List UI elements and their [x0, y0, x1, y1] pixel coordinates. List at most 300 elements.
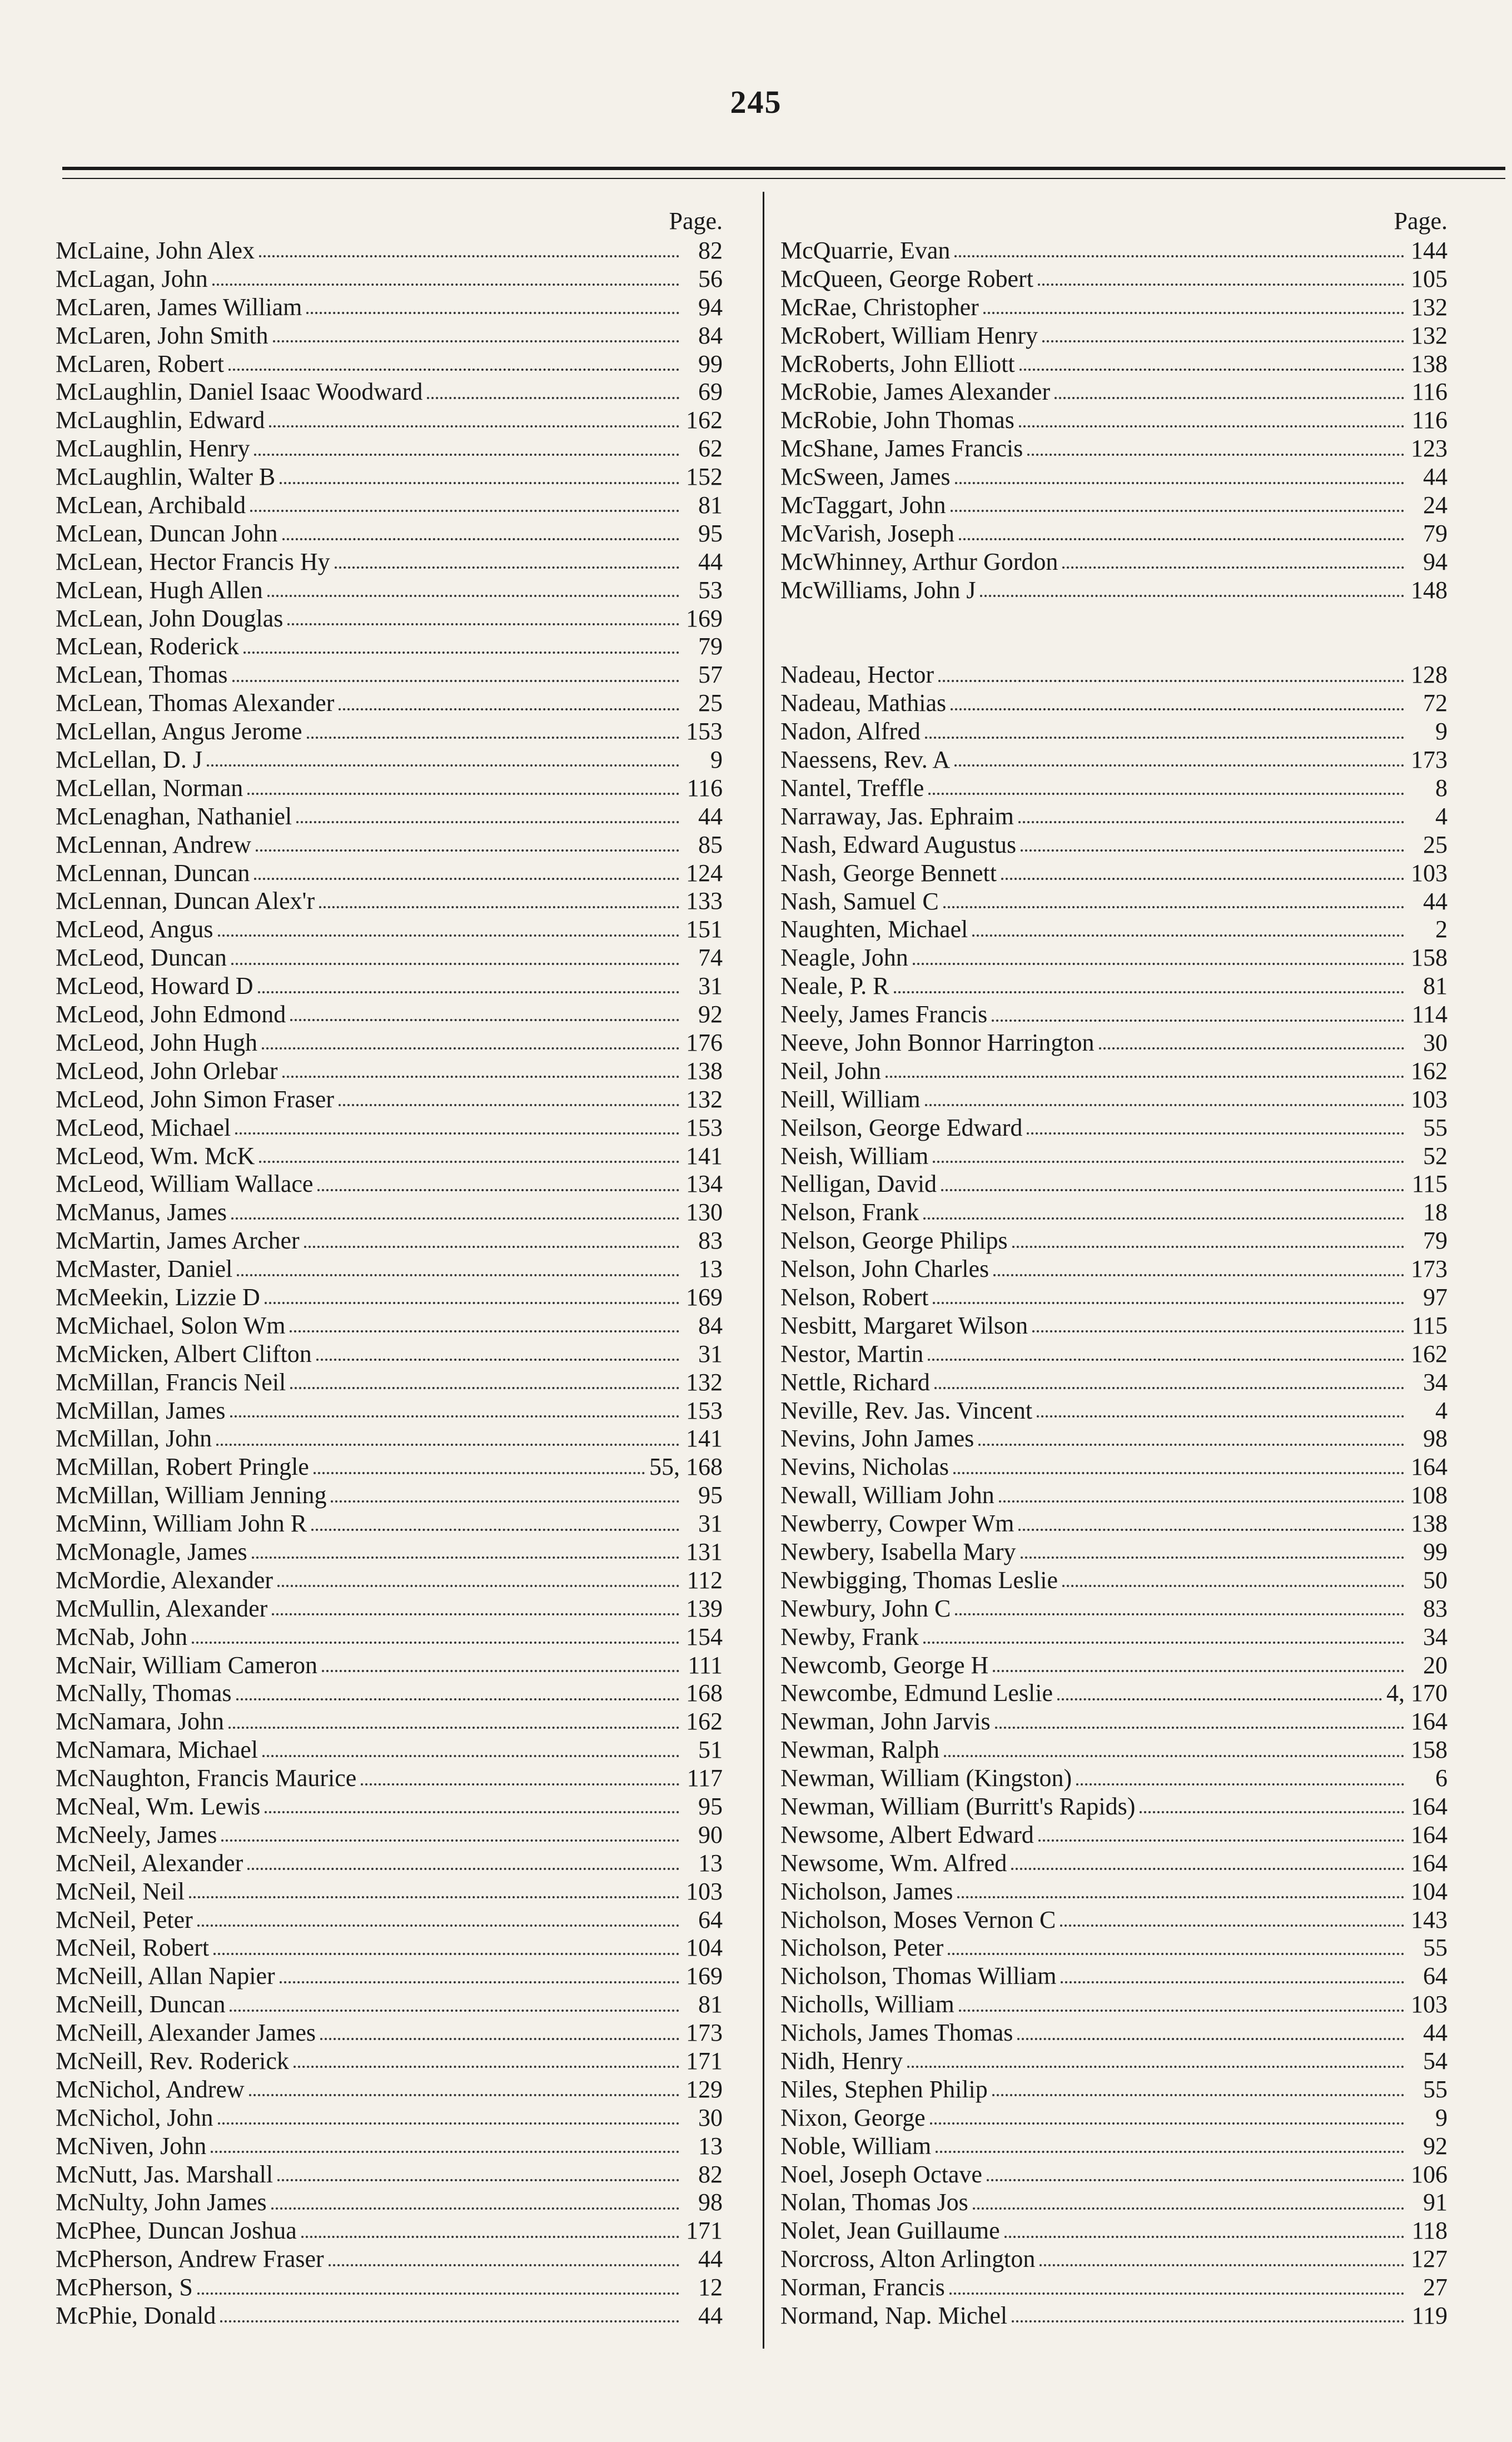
leader-dots — [235, 1132, 679, 1135]
index-entry — [780, 1538, 1448, 1566]
leader-dots — [1042, 340, 1404, 342]
entry-name: McLean, Hugh Allen — [56, 576, 263, 604]
entry-name: McPhie, Donald — [56, 2302, 216, 2330]
entry-name: McSween, James — [780, 463, 951, 491]
entry-page: 162 — [1411, 1057, 1448, 1085]
index-entry — [56, 1623, 723, 1652]
entry-page: 103 — [1411, 859, 1448, 887]
entry-name: McMillan, James — [56, 1396, 226, 1424]
leader-dots — [335, 566, 679, 569]
entry-name: McLean, John Douglas — [56, 604, 284, 632]
entry-name: Newman, Ralph — [780, 1736, 939, 1764]
leader-dots — [1001, 878, 1404, 880]
entry-page: 55 — [1423, 1934, 1448, 1962]
entry-page: 176 — [686, 1028, 723, 1056]
index-entry — [780, 1227, 1448, 1255]
entry-page: 116 — [687, 774, 723, 802]
index-entry — [780, 1425, 1448, 1453]
entry-page: 94 — [1423, 548, 1448, 575]
entry-page: 95 — [698, 1792, 723, 1820]
entry-page: 164 — [1411, 1708, 1448, 1735]
leader-dots — [265, 1811, 679, 1813]
entry-name: McRobert, William Henry — [780, 321, 1038, 349]
entry-name: McRobie, James Alexander — [780, 378, 1051, 406]
entry-name: Nadon, Alfred — [780, 718, 921, 745]
entry-page: 164 — [1411, 1793, 1448, 1820]
entry-name: McLaughlin, Walter B — [56, 463, 276, 491]
index-entry — [780, 1142, 1448, 1171]
entry-page: 169 — [686, 604, 723, 632]
entry-name: McPherson, S — [56, 2274, 193, 2301]
entry-page: 25 — [1423, 830, 1448, 858]
index-entry — [56, 774, 723, 803]
entry-page: 81 — [698, 491, 723, 519]
entry-name: Newby, Frank — [780, 1623, 919, 1650]
entry-page: 162 — [686, 1708, 723, 1735]
right-entries-n — [780, 661, 1448, 2330]
page-column-label: Page. — [669, 207, 723, 235]
entry-page: 103 — [686, 1877, 723, 1905]
index-entry — [780, 916, 1448, 944]
leader-dots — [247, 1868, 679, 1870]
leader-dots — [189, 1896, 679, 1898]
leader-dots — [339, 1104, 679, 1106]
leader-dots — [267, 595, 679, 597]
index-entry — [780, 661, 1448, 689]
leader-dots — [220, 2320, 679, 2322]
entry-name: McLeod, John Simon Fraser — [56, 1085, 335, 1113]
index-entry — [56, 576, 723, 605]
entry-page: 116 — [1411, 378, 1448, 406]
leader-dots — [980, 595, 1404, 597]
entry-page: 115 — [1411, 1170, 1448, 1198]
entry-name: Norman, Francis — [780, 2274, 945, 2301]
leader-dots — [959, 2010, 1404, 2012]
index-entry — [56, 378, 723, 406]
entry-page: 106 — [1411, 2160, 1448, 2188]
entry-page: 69 — [698, 378, 723, 406]
entry-name: Newsome, Wm. Alfred — [780, 1849, 1007, 1877]
index-entry — [56, 1255, 723, 1284]
leader-dots — [1021, 849, 1404, 852]
leader-dots — [1032, 1330, 1404, 1332]
leader-dots — [301, 2236, 679, 2238]
leader-dots — [361, 1783, 679, 1786]
leader-dots — [1021, 1556, 1404, 1559]
entry-name: McMonagle, James — [56, 1538, 247, 1565]
entry-page: 119 — [1411, 2302, 1448, 2330]
leader-dots — [207, 764, 679, 767]
leader-dots — [925, 737, 1404, 739]
entry-page: 64 — [698, 1906, 723, 1933]
entry-name: McMillan, John — [56, 1425, 212, 1453]
index-entry — [780, 689, 1448, 718]
entry-page: 168 — [686, 1679, 723, 1707]
entry-page: 94 — [698, 293, 723, 321]
entry-page: 81 — [698, 1991, 723, 2018]
index-entry — [780, 1652, 1448, 1680]
leader-dots — [307, 737, 679, 739]
entry-page: 18 — [1423, 1198, 1448, 1226]
index-entry — [56, 1510, 723, 1538]
header-rule — [62, 167, 1505, 170]
entry-page: 54 — [1423, 2047, 1448, 2075]
entry-page: 55 — [1423, 2075, 1448, 2103]
leader-dots — [928, 793, 1404, 795]
entry-page: 90 — [698, 1821, 723, 1848]
index-entry — [56, 1340, 723, 1369]
index-entry — [56, 859, 723, 888]
leader-dots — [287, 623, 679, 625]
entry-name: Newall, William John — [780, 1481, 994, 1509]
index-entry — [56, 491, 723, 520]
entry-page: 6 — [1435, 1764, 1448, 1792]
entry-name: Neill, William — [780, 1085, 921, 1113]
leader-dots — [339, 708, 679, 710]
leader-dots — [231, 1217, 679, 1220]
index-entry — [56, 322, 723, 350]
leader-dots — [944, 1755, 1404, 1757]
index-entry — [56, 1284, 723, 1312]
entry-name: Nevins, Nicholas — [780, 1453, 949, 1481]
entry-page: 114 — [1411, 1001, 1448, 1028]
index-entry — [56, 2189, 723, 2217]
leader-dots — [212, 284, 679, 286]
entry-page: 9 — [710, 746, 723, 774]
entry-name: McQueen, George Robert — [780, 265, 1033, 292]
entry-page: 82 — [698, 2160, 723, 2188]
entry-name: McRobie, John Thomas — [780, 406, 1014, 434]
leader-dots — [1018, 1529, 1404, 1531]
index-entry — [780, 435, 1448, 463]
leader-dots — [322, 1670, 679, 1672]
entry-name: McNeill, Alexander James — [56, 2019, 316, 2047]
leader-dots — [978, 1444, 1404, 1446]
entry-name: Naessens, Rev. A — [780, 746, 951, 774]
index-entry — [780, 1566, 1448, 1595]
index-entry — [780, 2104, 1448, 2132]
leader-dots — [951, 708, 1404, 710]
index-entry — [780, 1453, 1448, 1481]
leader-dots — [277, 1585, 679, 1587]
entry-name: McLaughlin, Daniel Isaac Woodward — [56, 378, 423, 406]
leader-dots — [941, 1189, 1404, 1191]
leader-dots — [290, 1330, 679, 1332]
entry-name: McLaren, John Smith — [56, 321, 268, 349]
index-entry — [780, 1708, 1448, 1736]
entry-name: McLellan, Norman — [56, 774, 243, 802]
leader-dots — [923, 1217, 1404, 1220]
entry-name: Newbery, Isabella Mary — [780, 1538, 1016, 1565]
entry-name: McNeal, Wm. Lewis — [56, 1792, 261, 1820]
entry-name: McNeely, James — [56, 1821, 217, 1848]
leader-dots — [280, 1981, 679, 1983]
entry-page: 2 — [1435, 916, 1448, 943]
index-entry — [56, 2217, 723, 2245]
entry-page: 124 — [686, 859, 723, 887]
entry-page: 79 — [1423, 519, 1448, 547]
column-divider — [763, 192, 764, 2349]
index-entry — [780, 972, 1448, 1001]
index-entry — [780, 859, 1448, 888]
entry-page: 13 — [698, 1849, 723, 1877]
entry-page: 25 — [698, 689, 723, 717]
leader-dots — [259, 255, 679, 257]
entry-name: Nevins, John James — [780, 1425, 974, 1453]
leader-dots — [304, 1246, 679, 1248]
leader-dots — [999, 1500, 1404, 1503]
leader-dots — [1040, 2264, 1404, 2266]
leader-dots — [228, 1727, 679, 1729]
leader-dots — [995, 1727, 1404, 1729]
index-entry — [56, 605, 723, 633]
entry-page: 117 — [687, 1764, 723, 1792]
index-entry — [56, 1170, 723, 1198]
entry-page: 143 — [1411, 1906, 1448, 1933]
entry-page: 8 — [1435, 774, 1448, 802]
entry-page: 72 — [1423, 689, 1448, 717]
entry-page: 154 — [686, 1623, 723, 1650]
leader-dots — [936, 2151, 1404, 2153]
index-entry — [56, 2274, 723, 2302]
leader-dots — [930, 2122, 1404, 2125]
leader-dots — [1017, 2038, 1404, 2040]
leader-dots — [972, 934, 1404, 937]
entry-page: 153 — [686, 718, 723, 745]
entry-page: 27 — [1423, 2274, 1448, 2301]
entry-name: Narraway, Jas. Ephraim — [780, 802, 1014, 830]
entry-name: McLeod, Duncan — [56, 944, 227, 972]
index-entry — [780, 1934, 1448, 1962]
leader-dots — [993, 1670, 1404, 1672]
leader-dots — [1019, 425, 1404, 427]
entry-name: McNeil, Robert — [56, 1934, 210, 1962]
leader-dots — [1037, 1415, 1404, 1418]
entry-page: 52 — [1423, 1142, 1448, 1170]
entry-name: Nelligan, David — [780, 1170, 937, 1198]
leader-dots — [252, 1556, 679, 1559]
entry-page: 104 — [1411, 1877, 1448, 1905]
leader-dots — [262, 1047, 679, 1050]
entry-name: McLean, Roderick — [56, 633, 239, 660]
entry-page: 44 — [698, 2302, 723, 2330]
entry-name: Noble, William — [780, 2132, 932, 2160]
index-entry — [56, 2161, 723, 2189]
index-entry — [780, 1821, 1448, 1849]
index-entry — [780, 718, 1448, 746]
entry-page: 81 — [1423, 972, 1448, 1000]
entry-name: McPhee, Duncan Joshua — [56, 2217, 297, 2245]
index-entry — [780, 1397, 1448, 1425]
index-entry — [780, 378, 1448, 406]
leader-dots — [192, 1642, 679, 1644]
index-entry — [56, 520, 723, 548]
leader-dots — [1018, 821, 1404, 823]
index-entry — [780, 2189, 1448, 2217]
entry-page: 138 — [686, 1057, 723, 1085]
index-entry — [56, 1878, 723, 1906]
index-entry — [56, 633, 723, 661]
entry-name: Naughten, Michael — [780, 916, 968, 943]
index-entry — [56, 1142, 723, 1171]
index-entry — [780, 774, 1448, 803]
index-entry — [56, 718, 723, 746]
entry-page: 30 — [1423, 1028, 1448, 1056]
entry-name: McWilliams, John J — [780, 576, 976, 604]
entry-page: 139 — [686, 1594, 723, 1622]
entry-page: 129 — [686, 2075, 723, 2103]
index-entry — [780, 1284, 1448, 1312]
leader-dots — [269, 425, 679, 427]
index-entry — [780, 1595, 1448, 1623]
leader-dots — [317, 1189, 679, 1191]
index-entry — [780, 265, 1448, 294]
entry-name: McNeil, Neil — [56, 1877, 185, 1905]
entry-name: McNutt, Jas. Marshall — [56, 2160, 273, 2188]
entry-page: 31 — [698, 972, 723, 1000]
entry-page: 84 — [698, 1311, 723, 1339]
entry-name: Nelson, Frank — [780, 1198, 919, 1226]
entry-name: Nichols, James Thomas — [780, 2019, 1013, 2047]
leader-dots — [938, 680, 1404, 682]
leader-dots — [1038, 1839, 1404, 1842]
entry-page: 84 — [698, 321, 723, 349]
index-entry — [56, 2047, 723, 2076]
leader-dots — [282, 1076, 679, 1078]
entry-name: Newcomb, George H — [780, 1651, 989, 1679]
leader-dots — [306, 312, 679, 314]
entry-page: 164 — [1411, 1849, 1448, 1877]
leader-dots — [273, 340, 679, 342]
entry-page: 79 — [1423, 1227, 1448, 1255]
leader-dots — [1004, 2236, 1404, 2238]
entry-page: 44 — [1423, 887, 1448, 915]
leader-dots — [1055, 397, 1404, 399]
letter-group-spacer — [780, 605, 1448, 662]
leader-dots — [216, 1444, 679, 1446]
index-entry — [56, 746, 723, 774]
index-entry — [56, 2104, 723, 2132]
index-entry — [780, 1057, 1448, 1086]
index-entry — [780, 1623, 1448, 1652]
entry-page: 44 — [1423, 463, 1448, 491]
leader-dots — [933, 1161, 1404, 1163]
entry-name: McMillan, William Jenning — [56, 1481, 327, 1509]
left-entries — [56, 237, 723, 2330]
entry-page: 134 — [686, 1170, 723, 1198]
leader-dots — [218, 934, 679, 937]
leader-dots — [236, 1698, 679, 1700]
entry-name: McMordie, Alexander — [56, 1566, 273, 1594]
index-entry — [780, 2132, 1448, 2161]
entry-name: McLean, Thomas Alexander — [56, 689, 335, 717]
index-entry — [780, 1793, 1448, 1821]
entry-page: 74 — [698, 944, 723, 972]
entry-page: 56 — [698, 265, 723, 292]
leader-dots — [258, 991, 679, 993]
entry-name: McLeod, Wm. McK — [56, 1142, 255, 1170]
entry-page: 44 — [698, 802, 723, 830]
index-entry — [56, 406, 723, 435]
entry-page: 148 — [1411, 576, 1448, 604]
entry-page: 4, 170 — [1386, 1679, 1448, 1707]
leader-dots — [923, 1642, 1404, 1644]
leader-dots — [886, 1076, 1404, 1078]
entry-name: McNally, Thomas — [56, 1679, 232, 1707]
entry-page: 130 — [686, 1198, 723, 1226]
leader-dots — [1019, 369, 1404, 371]
index-entry — [780, 1029, 1448, 1057]
index-entry — [56, 2132, 723, 2161]
index-entry — [56, 1679, 723, 1708]
entry-page: 95 — [698, 519, 723, 547]
entry-page: 44 — [698, 548, 723, 575]
entry-page: 164 — [1411, 1821, 1448, 1848]
leader-dots — [282, 538, 679, 540]
entry-name: McLennan, Andrew — [56, 830, 251, 858]
entry-name: McTaggart, John — [780, 491, 946, 519]
entry-page: 105 — [1411, 265, 1448, 292]
entry-page: 164 — [1411, 1453, 1448, 1481]
index-entry — [56, 2302, 723, 2330]
index-entry — [56, 1312, 723, 1340]
index-entry — [780, 803, 1448, 831]
entry-name: Nesbitt, Margaret Wilson — [780, 1311, 1028, 1339]
entry-name: McNaughton, Francis Maurice — [56, 1764, 357, 1792]
leader-dots — [1011, 1868, 1404, 1870]
entry-name: Niles, Stephen Philip — [780, 2075, 988, 2103]
index-entry — [780, 294, 1448, 322]
index-entry — [56, 350, 723, 379]
entry-page: 144 — [1411, 237, 1448, 264]
leader-dots — [1012, 1246, 1404, 1248]
leader-dots — [959, 538, 1404, 540]
entry-name: Neeve, John Bonnor Harrington — [780, 1028, 1095, 1056]
entry-name: McNeill, Allan Napier — [56, 1962, 275, 1990]
index-entry — [780, 1114, 1448, 1142]
entry-name: Neish, William — [780, 1142, 929, 1170]
entry-name: McLagan, John — [56, 265, 208, 292]
entry-name: McRae, Christopher — [780, 293, 979, 321]
entry-name: Newbury, John C — [780, 1594, 951, 1622]
entry-page: 20 — [1423, 1651, 1448, 1679]
entry-name: McMichael, Solon Wm — [56, 1311, 286, 1339]
entry-name: Nicholson, Moses Vernon C — [780, 1906, 1056, 1933]
leader-dots — [1076, 1783, 1404, 1786]
index-entry — [56, 1962, 723, 1991]
leader-dots — [319, 906, 679, 908]
entry-name: McNair, William Cameron — [56, 1651, 317, 1679]
index-entry — [56, 1114, 723, 1142]
index-entry — [780, 944, 1448, 972]
entry-name: Noel, Joseph Octave — [780, 2160, 982, 2188]
entry-page: 4 — [1435, 802, 1448, 830]
index-entry — [780, 1255, 1448, 1284]
leader-dots — [290, 1387, 679, 1389]
entry-name: McPherson, Andrew Fraser — [56, 2245, 324, 2273]
entry-name: Nelson, Robert — [780, 1283, 929, 1311]
index-entry — [56, 1397, 723, 1425]
entry-name: McLaren, Robert — [56, 350, 224, 377]
entry-page: 82 — [698, 237, 723, 264]
index-entry — [56, 1198, 723, 1227]
entry-name: Nicholson, Peter — [780, 1934, 944, 1962]
entry-page: 95 — [698, 1481, 723, 1509]
entry-page: 99 — [698, 350, 723, 377]
entry-page: 34 — [1423, 1368, 1448, 1396]
entry-page: 24 — [1423, 491, 1448, 519]
entry-page: 158 — [1411, 1736, 1448, 1764]
